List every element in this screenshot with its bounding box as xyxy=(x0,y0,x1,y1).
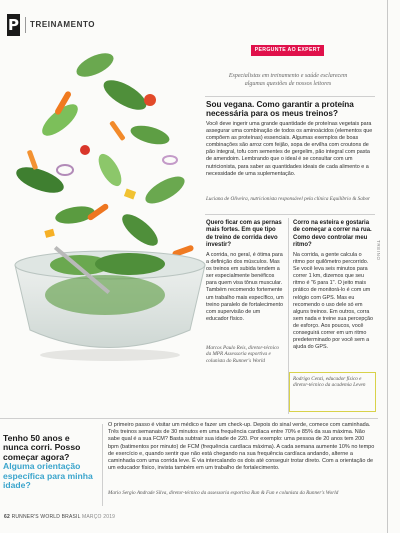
magazine-name: RUNNER'S WORLD BRASIL xyxy=(11,514,81,520)
section-divider xyxy=(0,418,378,419)
left-answer: A corrida, no geral, é ótima para a definição dos músculos. Mas os treinos em subida tendem a ser especialmente benéficos para quem visa tônus muscular. Também recomendo fortemente um trabalho mais específico, um treino paralelo de fortalecimento com supervisão de um educador físico. xyxy=(206,252,284,322)
bottom-signature: Mario Sergio Andrade Silva, diretor-técnico da assessoria esportiva Run & Fun e colunista da Runner's World xyxy=(108,490,339,496)
main-question: Sou vegana. Como garantir a proteína necessária para os meus treinos? xyxy=(206,100,354,119)
issue-month: MARÇO 2019 xyxy=(82,514,116,520)
page-mark: P xyxy=(8,16,19,34)
bottom-question xyxy=(3,434,96,490)
margin-rule xyxy=(387,0,388,533)
right-signature: Rodrigo Cenzi, educador físico e diretor-técnico da academia Leven xyxy=(293,376,366,389)
section-divider xyxy=(205,214,375,215)
section-divider xyxy=(205,96,375,97)
header-divider xyxy=(25,17,26,33)
section-title: TREINAMENTO xyxy=(30,20,96,29)
left-question: Quero ficar com as pernas mais fortes. Em que tipo de treino de corrida devo investir? xyxy=(206,220,282,248)
column-separator xyxy=(102,424,103,506)
page-number: 62 xyxy=(4,514,10,520)
bottom-question-main: Tenho 50 anos e nunca corri. Posso começar agora? xyxy=(3,433,81,462)
bottom-question-sub: Alguma orientação específica para minha idade? xyxy=(3,461,93,491)
right-answer: Na corrida, a gente calcula o ritmo por quilômetro percorrido. Se você leva seis minutos para correr 1 km, dizemos que seu ritmo é "6 para 1". O jeito mais prático de monitorá-lo é com um relógio com GPS. Mas eu recomendo o uso dele só em alguns treinos. Em outros, corra sem nada e treine sua percepção de esforço. Aos poucos, você conseguirá correr em um ritmo predeterminado por você sem a ajuda do GPS. xyxy=(293,252,374,351)
salad-bowl-photo xyxy=(0,40,215,370)
right-question: Corro na esteira e gostaria de começar a correr na rua. Como devo controlar meu ritmo? xyxy=(293,220,372,248)
main-answer: Você deve ingerir uma grande quantidade de proteínas vegetais para assegurar uma combinação de todos os aminoácidos (elementos que compõem as proteínas) essenciais. Algumas exemplos de boas combinações são arroz com feijão, sopa de ervilha com croutons de pão integral, tofu com sementes de gergelim, pão integral com pasta de amendoim. Lembrando que o ideal é se consultar com um nutricionista, para saber as quantidades ideais de cada alimento e a necessidade de uma suplementação. xyxy=(206,121,373,177)
side-label: TREINO xyxy=(376,240,381,261)
intro-text: Especialistas em treinamento e saúde esclarecem algumas questões de nossos leitores xyxy=(228,73,348,87)
page-footer xyxy=(4,514,115,520)
expert-badge: PERGUNTE AO EXPERT xyxy=(251,45,324,56)
main-signature: Luciana de Oliveira, nutricionista responsável pela clínica Equilíbrio & Sabor xyxy=(206,196,371,202)
left-signature: Marcos Paulo Reis, diretor-técnico da MPR Assessoria esportiva e colunista do Runner's World xyxy=(206,345,279,364)
bottom-answer: O primeiro passo é visitar um médico e fazer um check-up. Depois do sinal verde, comece com caminhada. Três treinos semanais de 30 minutos em uma frequência cardíaca entre 70% e 85% da sua máxima. Não sabe qual é a sua FCM? Basta subtrair sua idade de 220. Por exemplo: uma pessoa de 20 anos tem 200 bpm (batimentos por minuto) de FCM (frequência cardíaca máxima). A cada semana aumente 10% no tempo de exercício e, quando sentir que não está chegando na sua frequência cardíaca andando, alterne a caminhada com uma corrida leve. É via intercalando os dois até conseguir trotar direto. Com a orientação de um educador físico, invista também em um trabalho de fortalecimento. xyxy=(108,422,375,472)
